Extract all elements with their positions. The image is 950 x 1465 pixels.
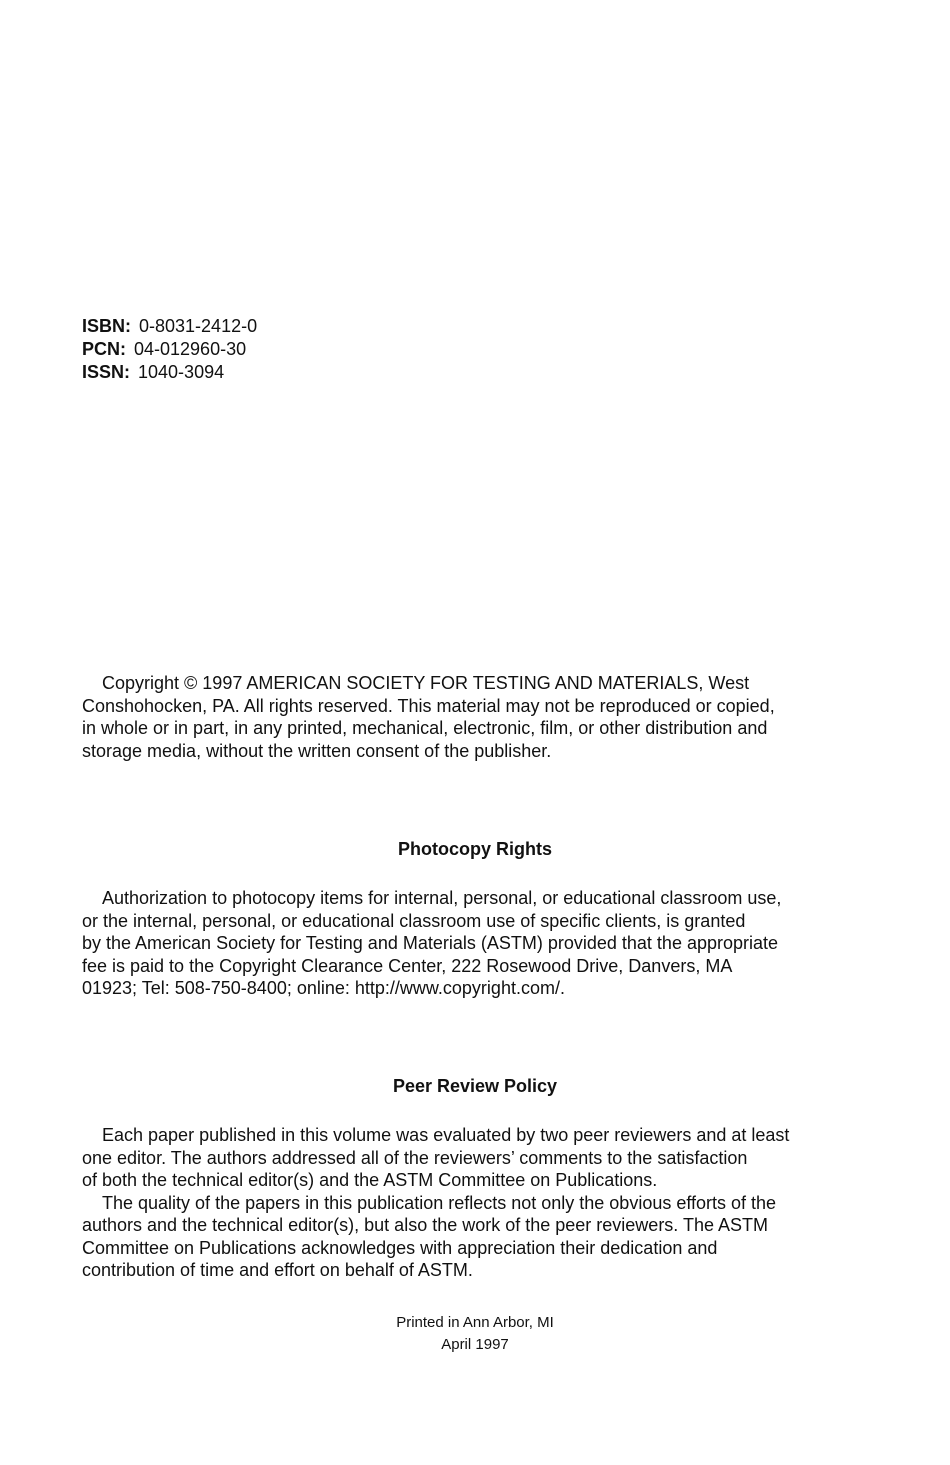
peer-review-line: authors and the technical editor(s), but also the work of the peer reviewers. The ASTM — [82, 1215, 769, 1235]
pcn-row — [82, 338, 257, 361]
photocopy-rights-heading: Photocopy Rights — [398, 839, 552, 859]
copyright-line: in whole or in part, in any printed, mechanical, electronic, film, or other distribution and — [82, 718, 768, 738]
identifier-block — [82, 315, 257, 384]
peer-review-line: Each paper published in this volume was evaluated by two peer reviewers and at least — [102, 1125, 790, 1145]
peer-review-line: Committee on Publications acknowledges with appreciation their dedication and — [82, 1237, 718, 1258]
pcn-label: PCN: — [82, 339, 126, 359]
isbn-label: ISBN: — [82, 316, 131, 336]
issn-label: ISSN: — [82, 362, 131, 382]
peer-review-text — [82, 1124, 832, 1282]
isbn-value: 0-8031-2412-0 — [139, 316, 258, 336]
isbn-row — [82, 315, 257, 338]
issn-value: 1040-3094 — [138, 362, 225, 382]
print-date: April 1997 — [441, 1336, 509, 1353]
copyright-line: storage media, without the written consent of the publisher. — [82, 740, 552, 761]
copyright-line: Conshohocken, PA. All rights reserved. This material may not be reproduced or copied, — [82, 695, 775, 716]
peer-review-line: of both the technical editor(s) and the ASTM Committee on Publications. — [82, 1170, 658, 1190]
printed-location: Printed in Ann Arbor, MI — [396, 1314, 554, 1331]
photocopy-line: or the internal, personal, or educational classroom use of specific clients, is granted — [82, 910, 746, 931]
pcn-value: 04-012960-30 — [134, 339, 247, 359]
peer-review-heading: Peer Review Policy — [392, 1076, 558, 1096]
photocopy-line: 01923; Tel: 508-750-8400; online: http://www.copyright.com/. — [82, 978, 565, 998]
peer-review-line: one editor. The authors addressed all of the reviewers’ comments to the satisfaction — [82, 1147, 748, 1168]
issn-row — [82, 361, 257, 384]
photocopy-line: by the American Society for Testing and Materials (ASTM) provided that the appropriate — [82, 933, 779, 953]
photocopy-rights-text — [82, 887, 832, 1000]
photocopy-line: Authorization to photocopy items for internal, personal, or educational classroom use, — [102, 888, 782, 908]
photocopy-line: fee is paid to the Copyright Clearance Center, 222 Rosewood Drive, Danvers, MA — [82, 955, 733, 976]
copyright-notice — [82, 672, 832, 762]
copyright-line: Copyright © 1997 AMERICAN SOCIETY FOR TESTING AND MATERIALS, West — [102, 673, 750, 693]
peer-review-line: The quality of the papers in this publication reflects not only the obvious efforts of the — [102, 1192, 777, 1213]
peer-review-line: contribution of time and effort on behalf of ASTM. — [82, 1260, 473, 1280]
